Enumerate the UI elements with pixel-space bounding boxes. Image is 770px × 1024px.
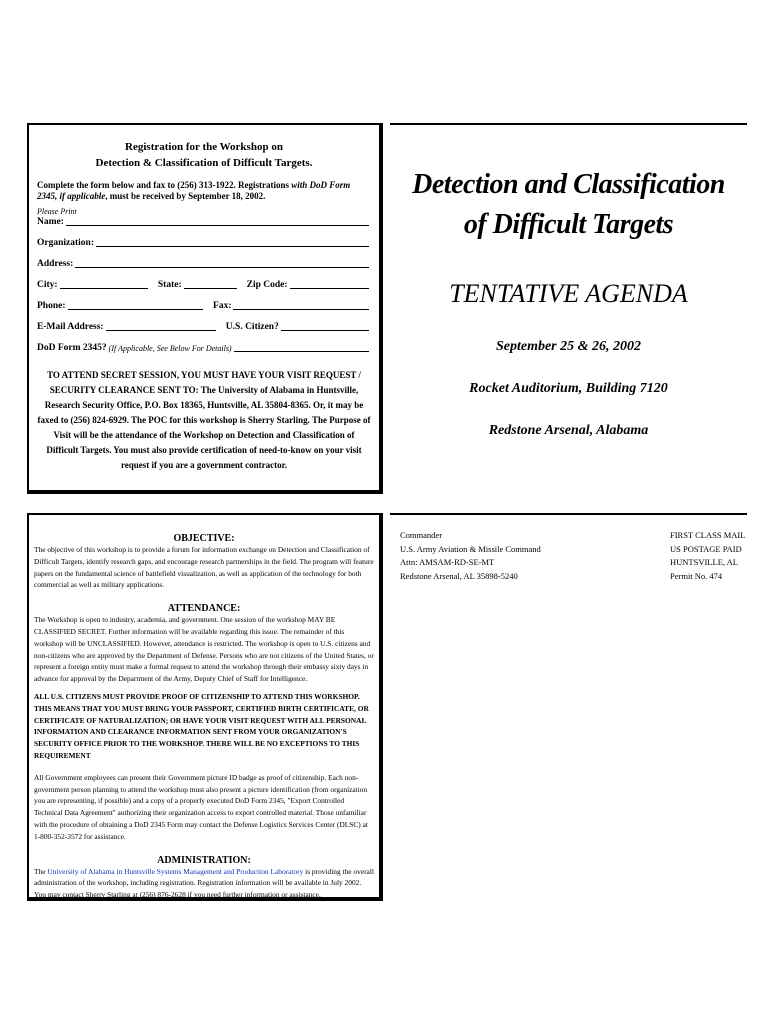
address-line: Attn: AMSAM-RD-SE-MT — [400, 557, 495, 567]
registration-instructions: Complete the form below and fax to (256) 313-1922. Registrations with DoD Form 2345, if applicable, must be received by September 18, 2002. — [37, 180, 351, 201]
address-field-row[interactable]: Address: — [37, 249, 371, 270]
registration-title-line2: Detection & Classification of Difficult Targets. — [95, 157, 313, 169]
postage-line: FIRST CLASS MAIL — [670, 530, 746, 540]
workshop-location: Redstone Arsenal, Alabama — [488, 423, 649, 438]
administration-text: The University of Alabama in Huntsville Systems Management and Production Laboratory is providing the overall administration of the workshop, including registration. Registration information will be available in July 2002. You may contact Sherry Starling at (256) 876-2628 if you need further information or assistance. — [34, 866, 374, 900]
objective-heading: OBJECTIVE: — [173, 533, 235, 544]
email-citizen-row[interactable]: E-Mail Address: U.S. Citizen? — [37, 312, 371, 333]
workshop-venue: Rocket Auditorium, Building 7120 — [469, 381, 668, 396]
postage-line: US POSTAGE PAID — [670, 543, 742, 554]
dod-form-row[interactable]: DoD Form 2345? (If Applicable, See Below For Details) — [37, 333, 371, 354]
address-line: Redstone Arsenal, AL 35898-5240 — [400, 570, 518, 581]
info-panel — [27, 513, 383, 901]
phone-fax-row[interactable]: Phone: Fax: — [37, 291, 371, 312]
please-print-label: Please Print — [37, 207, 77, 216]
mailer-panel — [390, 513, 747, 623]
registration-panel — [27, 123, 383, 494]
address-line: U.S. Army Aviation & Missile Command — [400, 543, 541, 554]
attendance-heading: ATTENDANCE: — [167, 603, 241, 615]
administration-heading: ADMINISTRATION: — [157, 854, 251, 866]
government-text: All Government employees can present their Government picture ID badge as proof of citizenship. Each non-government person planning to attend the workshop must also present a picture identification (from organization you are representing, if possible) and a copy of a properly executed DoD Form 2345, "Export Controlled Technical Data Agreement" authorizing their organization access to export controlled material. Those unfamiliar with the procedure of obtaining a DoD 2345 Form may contact the Defense Logistics Services Center (DLSC) at 1-800-352-3572 for assistance. — [34, 772, 368, 841]
cover-panel — [390, 123, 747, 494]
address-line: Commander — [400, 530, 443, 540]
postage-line: HUNTSVILLE, AL — [670, 557, 738, 567]
postage-indicia — [670, 529, 745, 583]
university-link[interactable]: University of Alabama in Huntsville Systems Management and Production Laboratory — [47, 866, 304, 876]
attendance-text: The Workshop is open to industry, academia, and government. One session of the workshop MAY BE CLASSIFIED SECRET. Further information will be available regarding this issue. The remainder of this workshop will be UNCLASSIFIED. However, attendance is restricted. The workshop is open to U.S. citizens and non-citizens who are approved by the Department of Defense. Persons who are not citizens of the United States, or represent a foreign entity must make a formal request to attend the workshop through their embassy sixty days in advance for approval by the Department of the Army, Deputy Chief of Staff for Intelligence. — [34, 615, 374, 684]
cover-title — [390, 165, 747, 245]
city-state-zip-row[interactable]: City: State: Zip Code: — [37, 270, 371, 291]
name-field-row[interactable]: Name: — [37, 216, 371, 228]
cover-title-line2: of Difficult Targets — [463, 209, 674, 240]
postage-line: Permit No. 474 — [670, 570, 723, 581]
cover-title-line1: Detection and Classification — [412, 169, 725, 200]
citizens-notice: ALL U.S. CITIZENS MUST PROVIDE PROOF OF CITIZENSHIP TO ATTEND THIS WORKSHOP. THIS MEANS THAT YOU MUST BRING YOUR PASSPORT, CERTIFIED BIRTH CERTIFICATE, OR CERTIFICATE OF NATURALIZATION; OR HAVE YOUR VISIT REQUEST WITH ALL PERSONAL INFORMATION AND CLEARANCE INFORMATION SENT FROM YOUR ORGANIZATION'S SECURITY OFFICE PRIOR TO THE WORKSHOP. THERE WILL BE NO EXCEPTIONS TO THIS REQUIREMENT — [34, 691, 369, 760]
objective-text: The objective of this workshop is to provide a forum for information exchange on Detection and Classification of Difficult Targets, identify research gaps, and encourage research partnerships in the field. The program will feature papers on the fundamental science of battlefield visualization, as well as application of the technology for both commercial as well as military applications. — [34, 545, 374, 590]
tentative-agenda-heading: TENTATIVE AGENDA — [449, 279, 688, 308]
return-address — [400, 529, 541, 583]
workshop-dates: September 25 & 26, 2002 — [495, 339, 642, 354]
organization-field-row[interactable]: Organization: — [37, 228, 371, 249]
secret-session-notice: TO ATTEND SECRET SESSION, YOU MUST HAVE YOUR VISIT REQUEST / SECURITY CLEARANCE SENT TO: The University of Alabama in Huntsville, Research Security Office, P.O. Box 18365, Huntsville, AL 35804-8365. Or, it may be faxed to (256) 824-6929. The POC for this workshop is Sherry Starling. The Purpose of Visit will be the attendance of the Workshop on Detection and Classification of Difficult Targets. You must also provide certification of need-to-know on your visit request if you are a government contractor. — [37, 370, 371, 470]
registration-title-line1: Registration for the Workshop on — [125, 141, 283, 153]
